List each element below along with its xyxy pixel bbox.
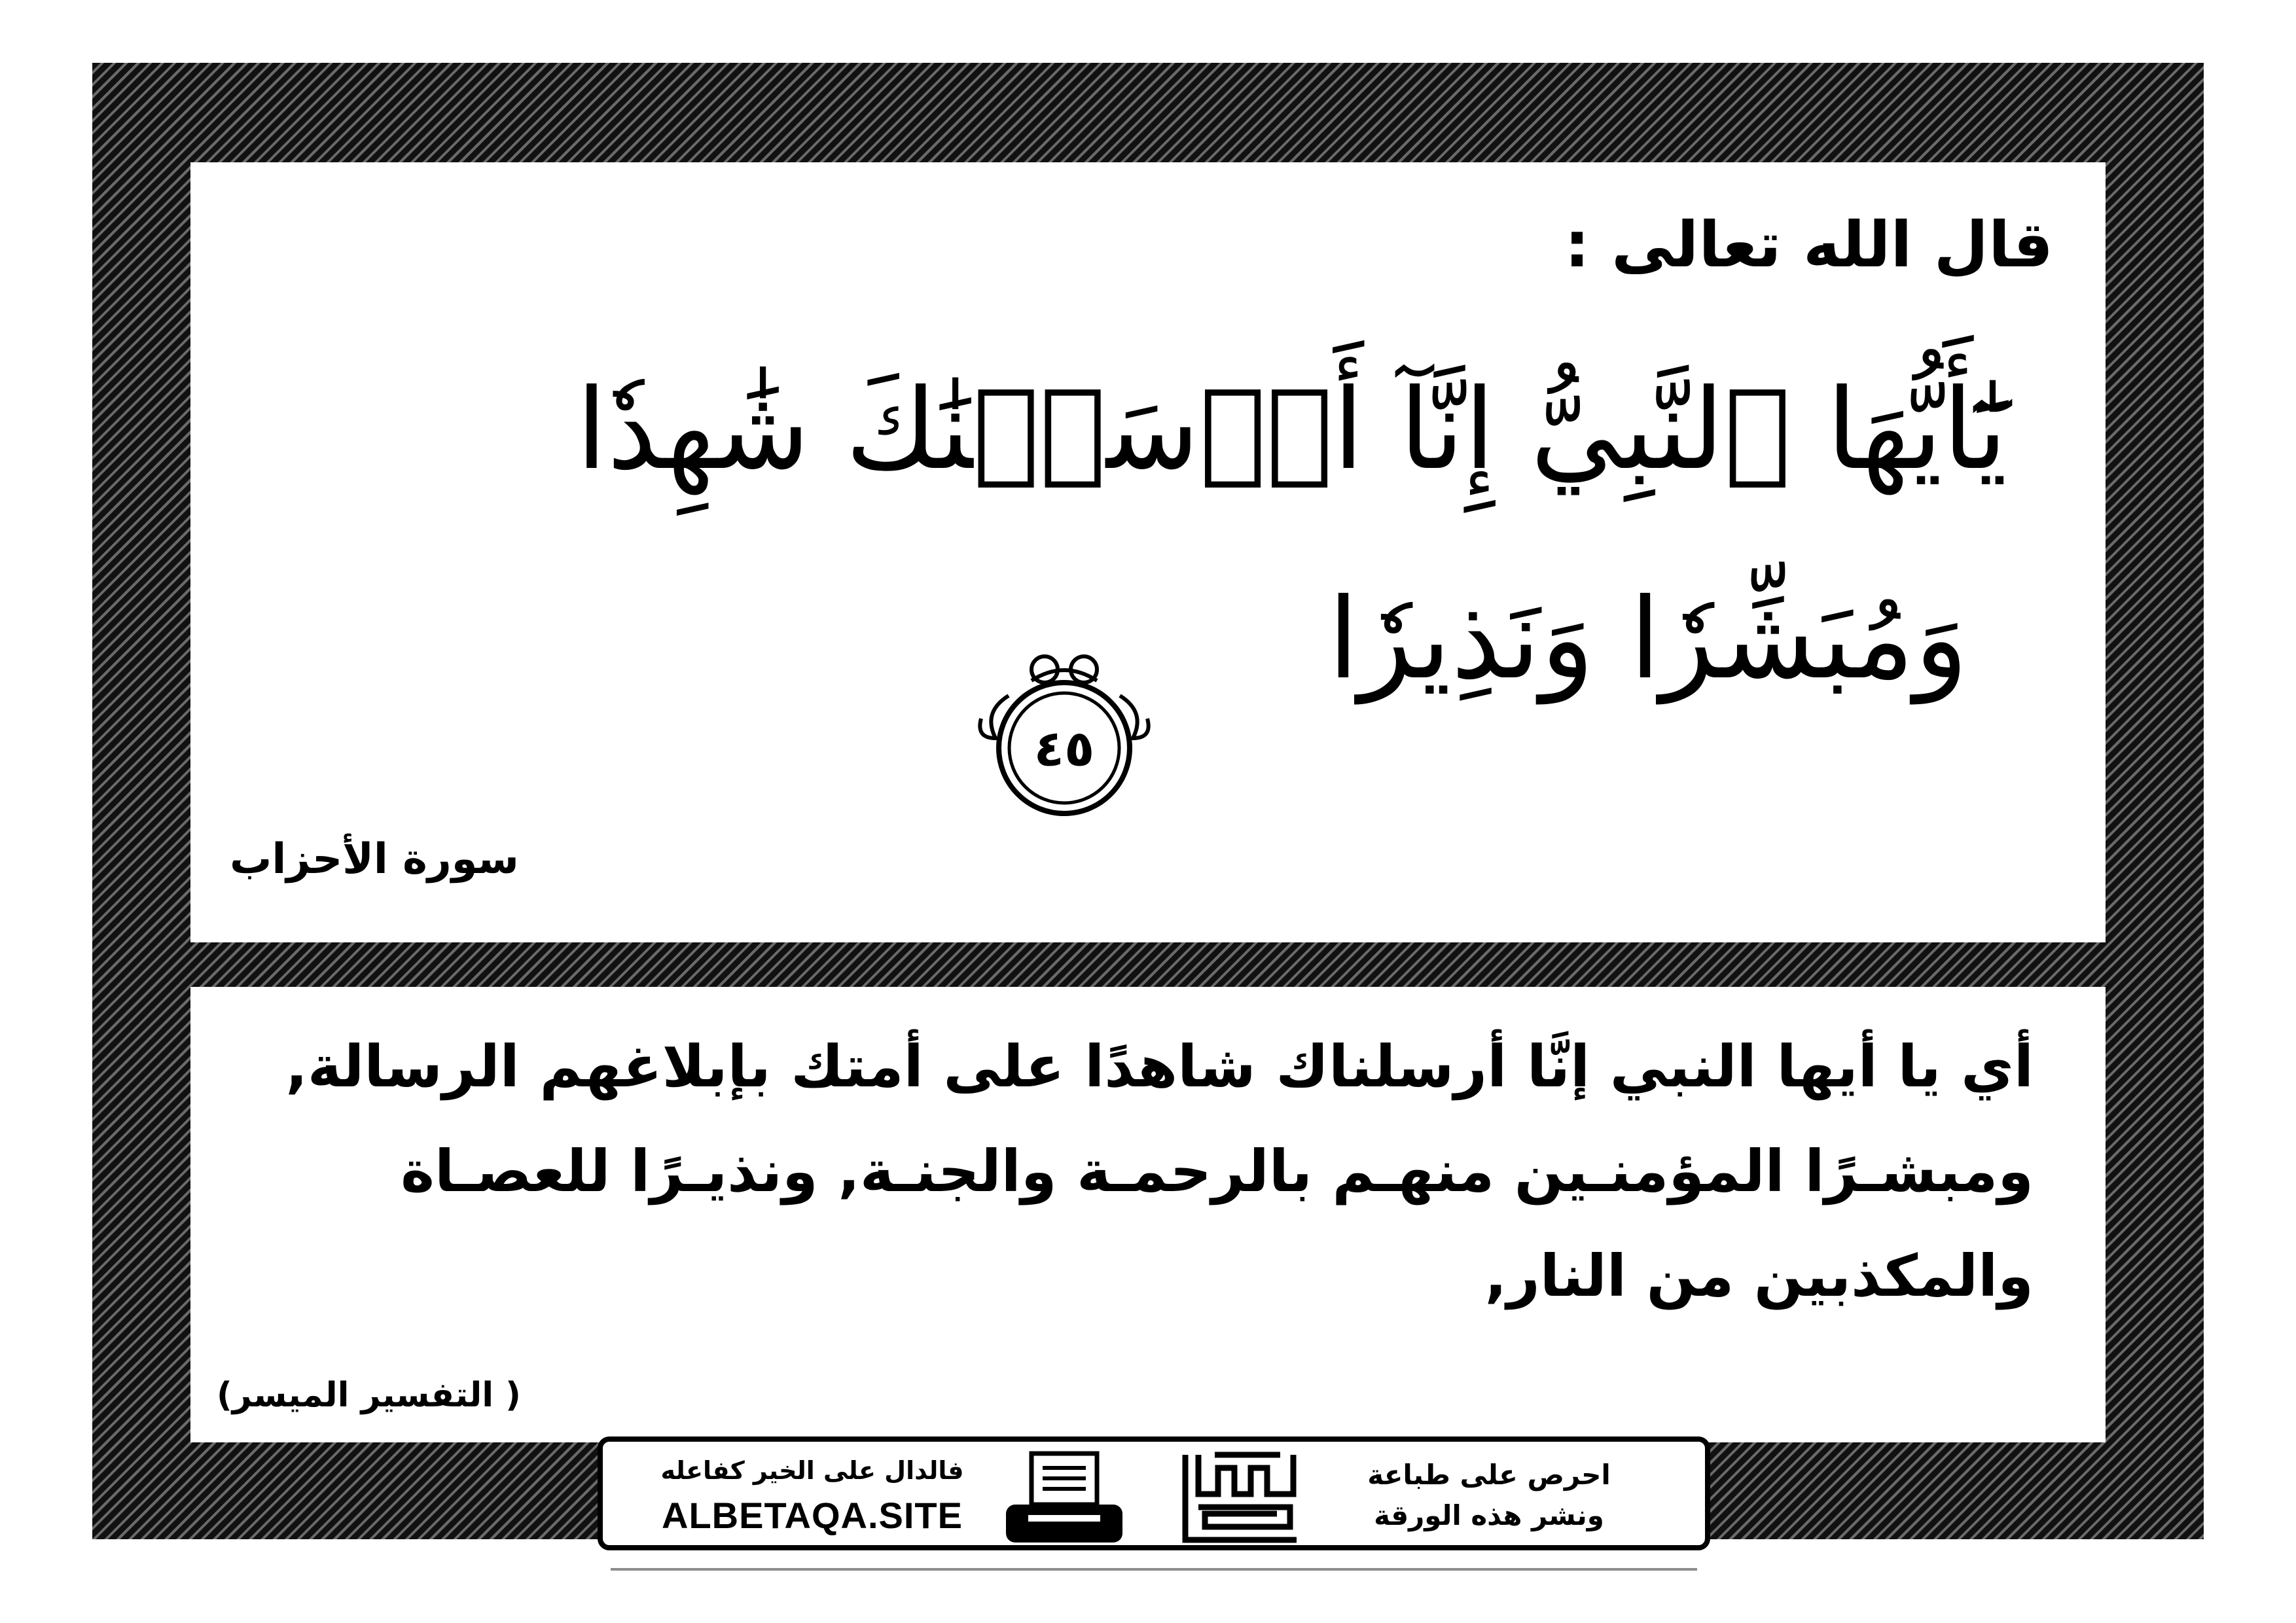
- surah-name: سورة الأحزاب: [230, 835, 519, 883]
- footer-note-line-1: احرص على طباعة: [1367, 1459, 1611, 1491]
- site-link[interactable]: ALBETAQA.SITE: [662, 1495, 963, 1536]
- kufic-logo-icon: [1179, 1448, 1303, 1546]
- footer-note-line-2: ونشر هذه الورقة: [1374, 1499, 1604, 1531]
- ayah-end-marker-icon: [969, 640, 1159, 830]
- verse-panel: [190, 162, 2106, 942]
- footer-proverb: فالدال على الخير كفاعله: [660, 1456, 964, 1485]
- footer-banner: [598, 1436, 1710, 1550]
- bottom-divider: [611, 1568, 1697, 1571]
- tafsir-line-1: أي يا أيها النبي إنَّا أرسلناك شاهدًا على أمتك بإبلاغهم الرسالة,: [285, 1033, 2034, 1100]
- verse-line-2: وَمُبَشِّرٗا وَنَذِيرٗا: [1327, 575, 1968, 704]
- tafsir-source: ( التفسير الميسر): [217, 1376, 521, 1415]
- tafsir-panel: [190, 987, 2106, 1442]
- intro-text: قال الله تعالى :: [1564, 208, 2053, 281]
- verse-line-1: يَٰٓأَيُّهَا ٱلنَّبِيُّ إِنَّآ أَرۡسَلۡنَٰكَ شَٰهِدٗا: [576, 365, 2007, 495]
- ayah-number: ٤٥: [1033, 719, 1095, 777]
- tafsir-line-2: ومبشـرًا المؤمنـين منهـم بالرحمـة والجنـة, ونذيـرًا للعصـاة: [401, 1137, 2034, 1205]
- tafsir-line-3: والمكذبين من النار,: [1484, 1242, 2034, 1310]
- printer-icon: [1002, 1450, 1126, 1544]
